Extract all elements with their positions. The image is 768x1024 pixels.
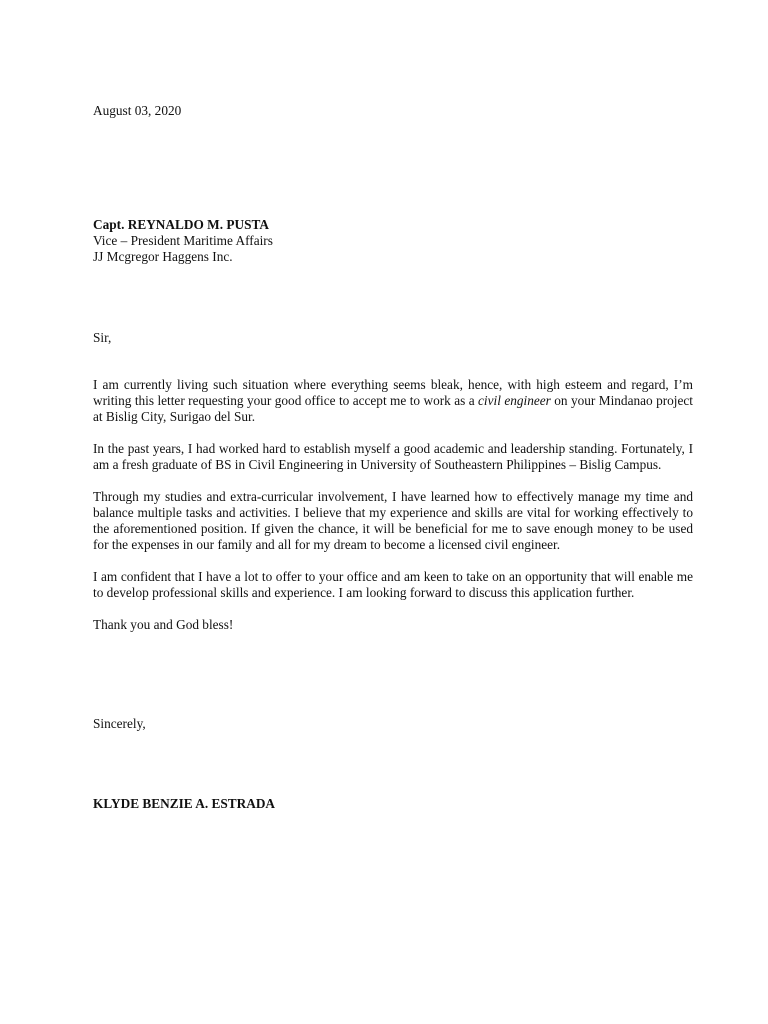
letter-date: August 03, 2020 [93,103,182,118]
emphasis-civil-engineer: civil engineer [478,393,551,408]
paragraph-1-text-end: on your Mindanao project at Bislig City, Surigao del Sur. [93,393,693,424]
body-paragraph-4: I am confident that I have a lot to offer to your office and am keen to take on an opportunity that will enable me to develop professional skills and experience. I am looking forward to discuss this application further. [93,569,693,600]
recipient-name: Capt. REYNALDO M. PUSTA [93,217,269,232]
thanks-line: Thank you and God bless! [93,617,234,632]
paragraph-1-text: I am currently living such situation where everything seems bleak, hence, with high esteem and regard, I’m writing this letter requesting your good office to accept me to work as a [93,377,693,408]
salutation: Sir, [93,330,112,345]
recipient-title: Vice – President Maritime Affairs [93,233,273,248]
recipient-company: JJ Mcgregor Haggens Inc. [93,249,233,264]
body-paragraph-1 [93,377,693,425]
body-paragraph-2: In the past years, I had worked hard to establish myself a good academic and leadership standing. Fortunately, I am a fresh graduate of BS in Civil Engineering in University of Southeastern Philippines – Bislig Campus. [93,441,693,472]
closing: Sincerely, [93,716,146,731]
body-paragraph-3: Through my studies and extra-curricular involvement, I have learned how to effectively manage my time and balance multiple tasks and activities. I believe that my experience and skills are vital for working effectively to the aforementioned position. If given the chance, it will be beneficial for me to save enough money to be used for the expenses in our family and all for my dream to become a licensed civil engineer. [93,489,693,552]
signature-name: KLYDE BENZIE A. ESTRADA [93,796,276,811]
recipient-block [93,217,273,265]
letter-body [93,377,693,649]
